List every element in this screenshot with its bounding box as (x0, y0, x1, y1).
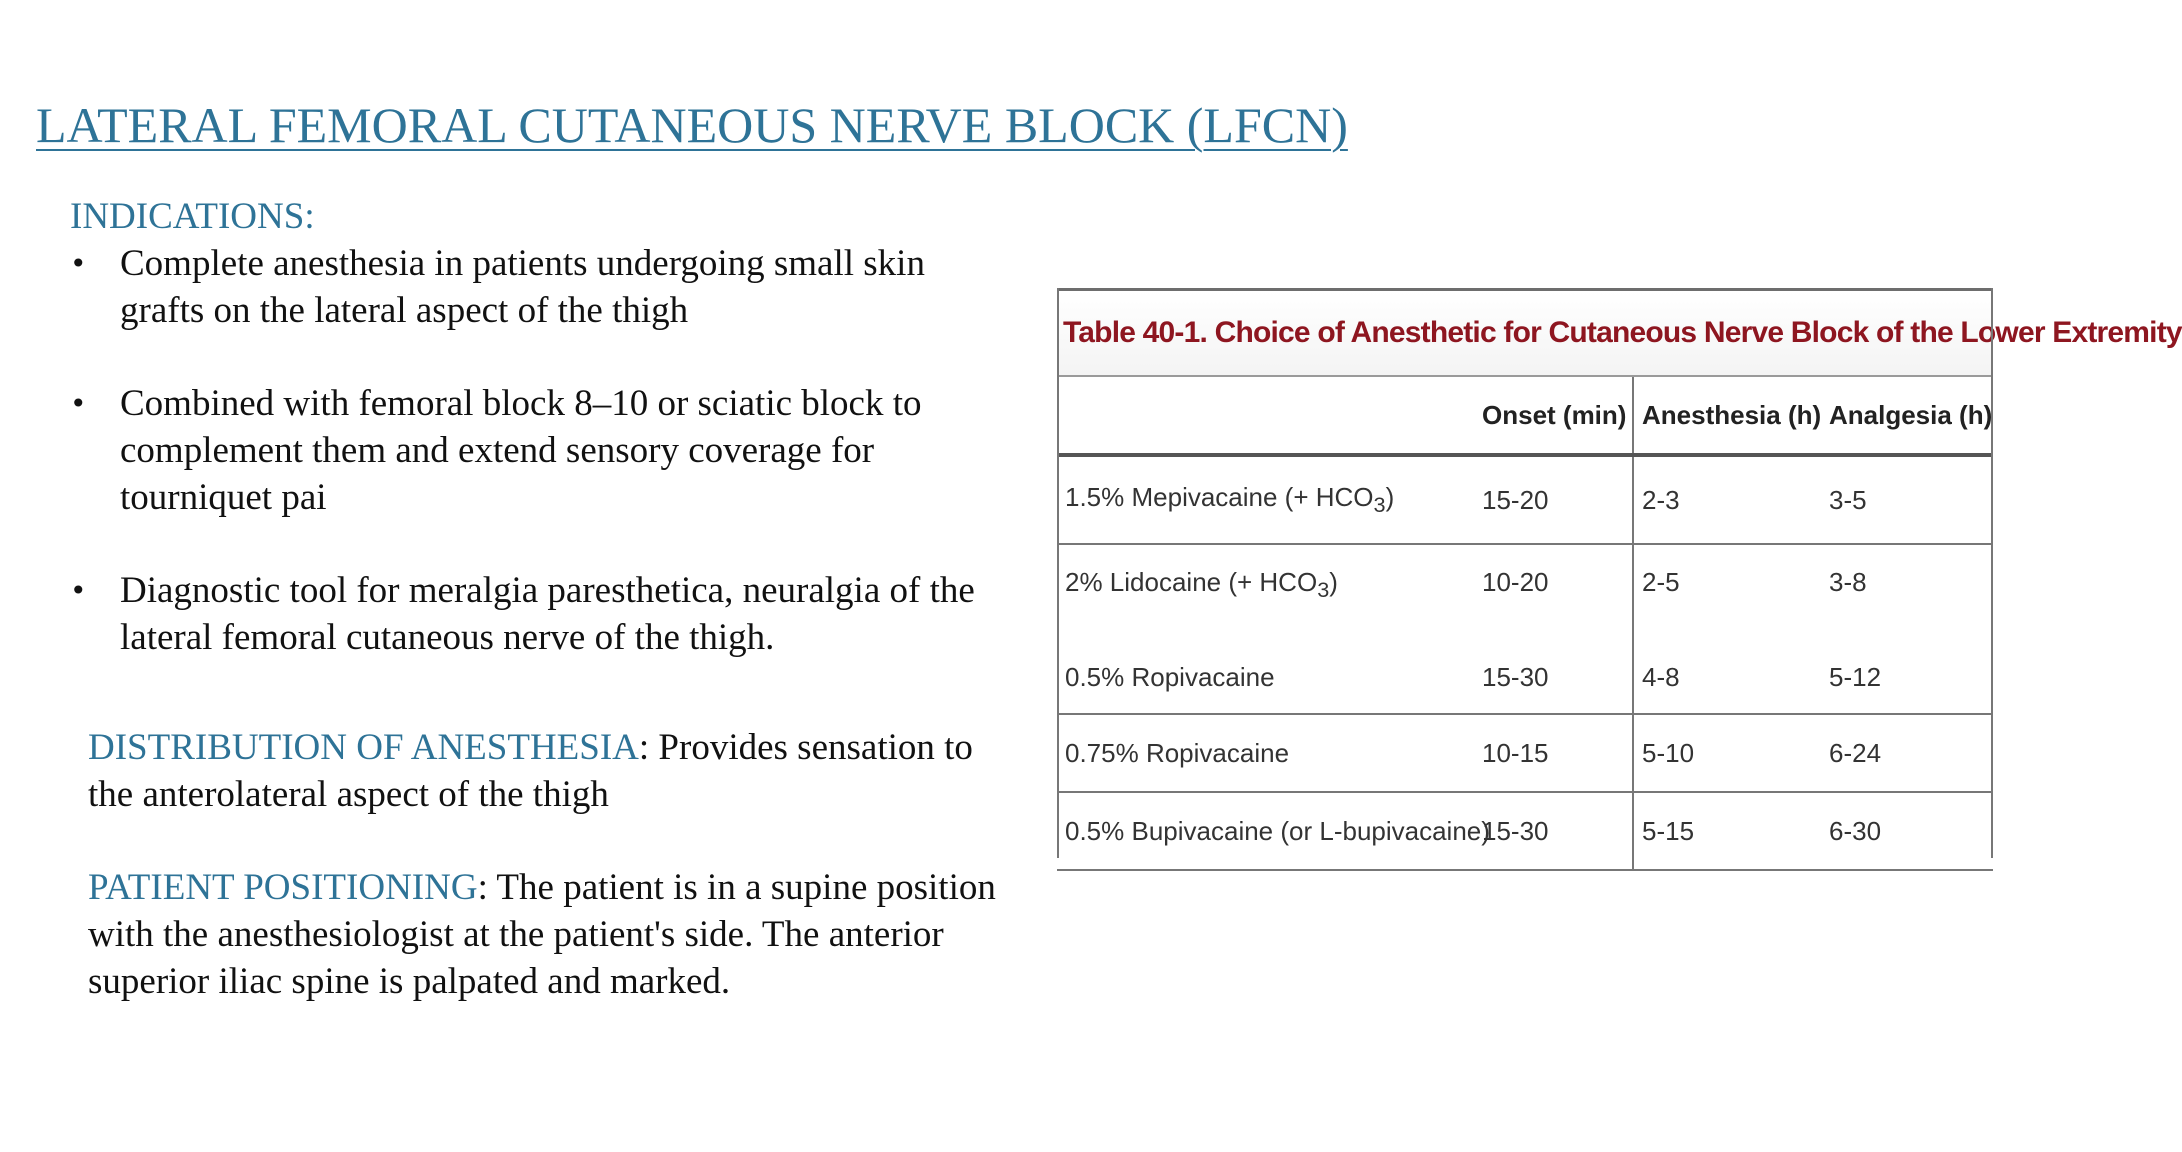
list-item (70, 380, 1000, 521)
anesthesia-cell: 4-8 (1633, 629, 1821, 714)
drug-cell: 0.5% Ropivacaine (1057, 629, 1474, 714)
table-caption: Table 40-1. Choice of Anesthetic for Cutaneous Nerve Block of the Lower Extremity (1057, 288, 1993, 377)
list-item (70, 240, 1000, 334)
table-row (1057, 544, 1993, 629)
table-header-row (1057, 377, 1993, 455)
bullet-icon: • (70, 387, 87, 420)
indications-list (70, 240, 1000, 661)
drug-cell: 0.75% Ropivacaine (1057, 714, 1474, 792)
onset-cell: 15-30 (1474, 792, 1633, 870)
analgesia-cell: 3-5 (1821, 455, 1993, 544)
indications-section (70, 194, 1000, 707)
analgesia-cell: 3-8 (1829, 567, 1867, 597)
anesthesia-cell: 5-10 (1633, 714, 1821, 792)
list-item-text: Diagnostic tool for meralgia paresthetica, neuralgia of the lateral femoral cutaneous nerve of the thigh. (120, 570, 975, 658)
onset-cell: 15-20 (1474, 455, 1633, 544)
anesthesia-cell: 2-5 (1633, 544, 1821, 629)
header-onset: Onset (min) (1474, 377, 1633, 455)
slide-title: LATERAL FEMORAL CUTANEOUS NERVE BLOCK (LFCN) (36, 97, 1348, 153)
header-analgesia: Analgesia (h) (1821, 377, 1993, 455)
table-row (1057, 714, 1993, 792)
bullet-icon: • (70, 247, 87, 280)
positioning-paragraph (88, 864, 1008, 1005)
list-item (70, 567, 1000, 661)
anesthetic-table (1057, 377, 1993, 871)
analgesia-cell: 6-24 (1821, 714, 1993, 792)
list-item-text: Combined with femoral block 8–10 or sciatic block to complement them and extend sensory coverage for tourniquet pai (120, 383, 922, 518)
drug-cell: 2% Lidocaine (+ $HCO_3$) (1065, 567, 1338, 603)
onset-cell: 15-30 (1474, 629, 1633, 714)
drug-cell: 0.5% Bupivacaine (or L-bupivacaine) (1057, 792, 1474, 870)
positioning-text: : The patient is in a supine position with the anesthesiologist at the patient's side. The anterior superior iliac spine is palpated and marked. (88, 867, 996, 1002)
indications-heading: INDICATIONS: (70, 196, 315, 237)
distribution-text: : Provides sensation to the anterolateral aspect of the thigh (88, 727, 973, 815)
header-drug (1057, 377, 1474, 455)
onset-cell: 10-20 (1482, 567, 1549, 597)
analgesia-cell: 5-12 (1821, 629, 1993, 714)
table-row (1057, 455, 1993, 544)
bullet-icon: • (70, 574, 87, 607)
table-row (1057, 792, 1993, 870)
anesthetic-table-figure (1057, 288, 2182, 858)
distribution-paragraph (88, 724, 1008, 818)
anesthesia-cell: 5-15 (1633, 792, 1821, 870)
anesthesia-cell: 2-3 (1633, 455, 1821, 544)
positioning-label: PATIENT POSITIONING (88, 867, 478, 908)
analgesia-cell: 6-30 (1821, 792, 1993, 870)
drug-cell: 1.5% Mepivacaine (+ $HCO_3$) (1057, 455, 1474, 544)
table-row (1057, 629, 1993, 714)
distribution-label: DISTRIBUTION OF ANESTHESIA (88, 727, 639, 768)
list-item-text: Complete anesthesia in patients undergoing small skin grafts on the lateral aspect of the thigh (120, 243, 925, 331)
onset-cell: 10-15 (1474, 714, 1633, 792)
header-anesthesia: Anesthesia (h) (1633, 377, 1821, 455)
